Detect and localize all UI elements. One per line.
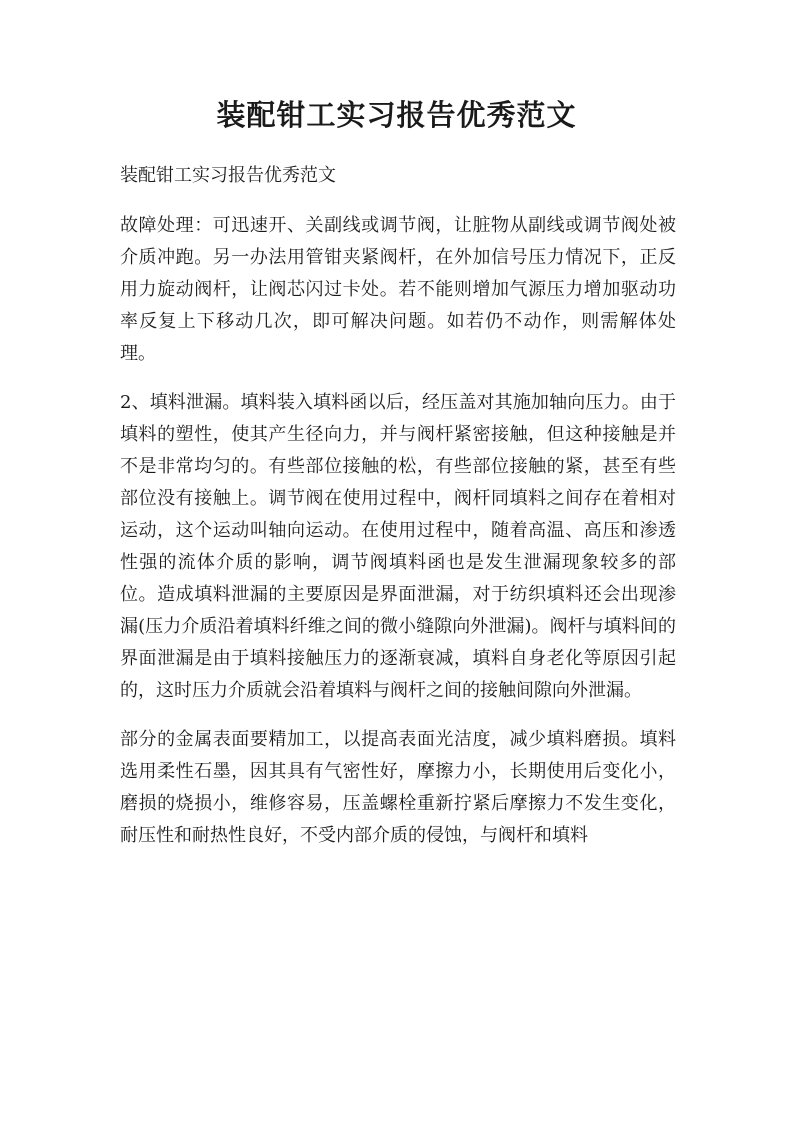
document-subtitle: 装配钳工实习报告优秀范文 — [120, 165, 336, 186]
paragraph-metal-surface: 部分的金属表面要精加工，以提高表面光洁度，减少填料磨损。填料选用柔性石墨，因其具有气密性好，摩擦力小，长期使用后变化小，磨损的烧损小，维修容易，压盖螺栓重新拧紧后摩擦力不发生变化，耐压性和耐热性良好，不受内部介质的侵蚀，与阀杆和填料 — [120, 729, 676, 846]
document-body — [120, 160, 676, 869]
paragraph-fault-handling: 故障处理：可迅速开、关副线或调节阀，让脏物从副线或调节阀处被介质冲跑。另一办法用管钳夹紧阀杆，在外加信号压力情况下，正反用力旋动阀杆，让阀芯闪过卡处。若不能则增加气源压力增加驱动功率反复上下移动几次，即可解决问题。如若仍不动作，则需解体处理。 — [120, 215, 676, 364]
document-title: 装配钳工实习报告优秀范文 — [216, 98, 577, 132]
paragraph-packing-leakage: 2、填料泄漏。填料装入填料函以后，经压盖对其施加轴向压力。由于填料的塑性，使其产生径向力，并与阀杆紧密接触，但这种接触是并不是非常均匀的。有些部位接触的松，有些部位接触的紧，甚至有些部位没有接触上。调节阀在使用过程中，阀杆同填料之间存在着相对运动，这个运动叫轴向运动。在使用过程中，随着高温、高压和渗透性强的流体介质的影响，调节阀填料函也是发生泄漏现象较多的部位。造成填料泄漏的主要原因是界面泄漏，对于纺织填料还会出现渗漏(压力介质沿着填料纤维之间的微小缝隙向外泄漏)。阀杆与填料间的界面泄漏是由于填料接触压力的逐渐衰减，填料自身老化等原因引起的，这时压力介质就会沿着填料与阀杆之间的接触间隙向外泄漏。 — [120, 392, 676, 701]
